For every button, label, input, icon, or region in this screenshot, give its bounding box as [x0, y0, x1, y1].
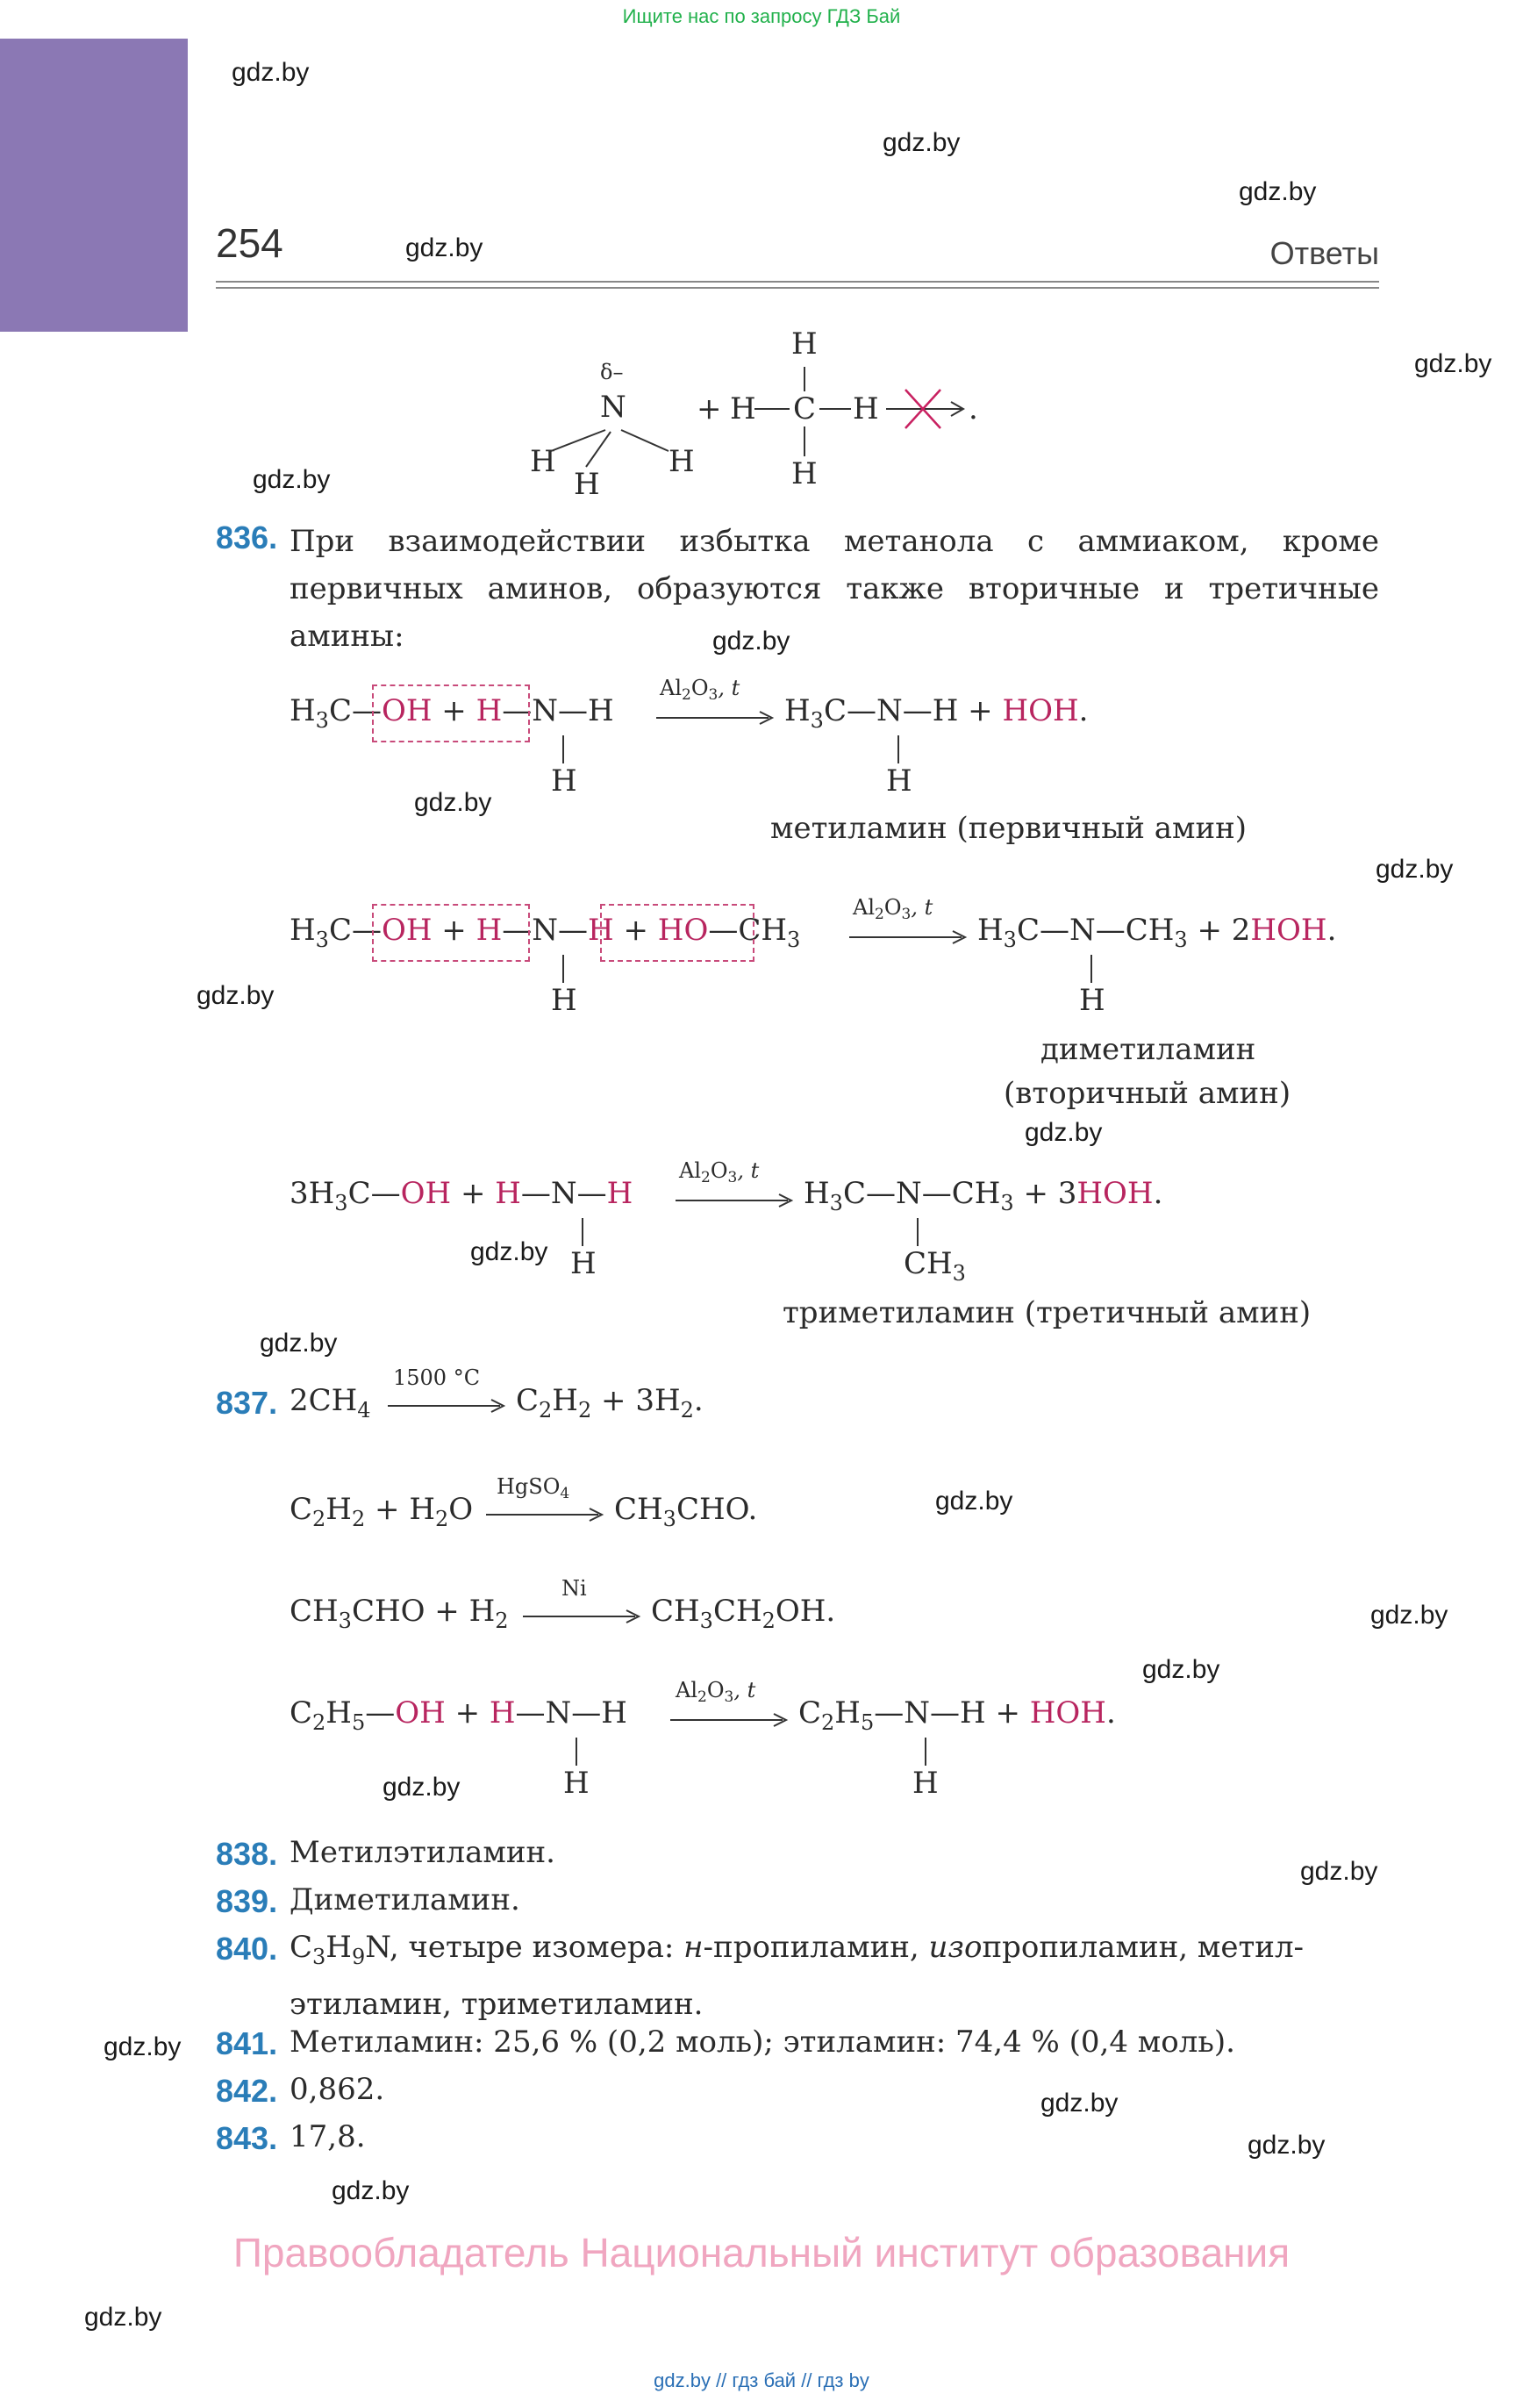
page-number: 254 — [216, 220, 283, 266]
task-837-eq1-products: $C_2H_2 + 3H_2$. — [516, 1383, 704, 1423]
hydrogen-atom: H — [1079, 983, 1105, 1018]
answer-text: 17,8. — [290, 2119, 366, 2154]
plus-sign: + — [697, 391, 722, 426]
delta-minus-label: δ– — [600, 360, 624, 384]
watermark: gdz.by — [1025, 1118, 1103, 1147]
hydrogen-atom: H — [563, 1766, 590, 1801]
task-number-838: 838. — [216, 1836, 278, 1872]
product-label: (вторичный амин) — [1004, 1076, 1291, 1111]
section-title: Ответы — [1269, 235, 1379, 271]
answer-text: Метиламин: 25,6 % (0,2 моль); этиламин: 74,4 % (0,4 моль). — [290, 2025, 1235, 2060]
bond — [925, 1738, 926, 1766]
hydrogen-atom: H — [574, 467, 600, 502]
watermark: gdz.by — [883, 128, 961, 157]
answer-text: $C_3H_9N$, четыре изомера: н-пропиламин, изопропиламин, метил- этиламин, триметиламин. — [290, 1930, 1305, 2022]
product-label: триметиламин (третичный амин) — [783, 1295, 1312, 1330]
watermark: gdz.by — [1300, 1857, 1378, 1886]
copyright-notice: Правообладатель Национальный институт образования — [232, 2230, 1291, 2275]
hydrogen-atom: H — [570, 1246, 597, 1281]
bond — [897, 735, 899, 763]
footer-links[interactable]: gdz.by // гдз бай // гдз by — [654, 2369, 869, 2391]
hydrogen-atom: H — [530, 444, 556, 479]
task-836-eq2-reactants: $H_3C—OH$ + H—N—H + $HO—CH_3$ — [290, 913, 801, 952]
nitrogen-atom: N — [600, 390, 626, 425]
watermark: gdz.by — [1248, 2131, 1326, 2160]
reaction-condition: $Al_2O_3$, t — [676, 1678, 756, 1706]
watermark: gdz.by — [197, 981, 275, 1010]
hydrogen-atom: H — [886, 763, 912, 799]
task-837-eq2-products: $CH_3CHO$. — [614, 1492, 758, 1531]
reaction-arrow — [654, 709, 777, 727]
task-837-eq1: $2CH_4$ — [290, 1383, 371, 1423]
hydrogen-atom: H — [791, 456, 818, 491]
product-label: диметиламин — [1040, 1032, 1256, 1067]
bond — [1090, 955, 1092, 983]
task-837-eq4: $C_2H_5—OH$ + H—N—H — [290, 1695, 627, 1735]
period: . — [969, 391, 978, 426]
watermark: gdz.by — [332, 2176, 410, 2205]
watermark: gdz.by — [1239, 177, 1317, 206]
bond — [582, 1218, 583, 1246]
task-836-eq3-products: $H_3C—N—CH_3 + 3HOH$. — [804, 1176, 1163, 1215]
task-836-text: При взаимодействии избытка метанола с аммиаком, кроме первичных аминов, образуются также вторичные и третичные амины: — [290, 524, 1379, 654]
watermark: gdz.by — [253, 465, 331, 494]
methyl-group: $CH_3$ — [904, 1246, 966, 1286]
reaction-arrow — [674, 1192, 797, 1209]
task-837-eq4-products: $C_2H_5—N—H$ + HOH. — [798, 1695, 1116, 1735]
watermark: gdz.by — [1414, 349, 1492, 378]
bond — [562, 955, 564, 983]
carbon-atom: C — [793, 391, 817, 426]
task-837-eq3: $CH_3CHO + H_2$ — [290, 1594, 509, 1633]
side-tab — [0, 39, 188, 332]
hydrogen-atom: H — [791, 326, 818, 362]
answer-text: Метилэтиламин. — [290, 1835, 555, 1870]
task-837-eq3-products: $CH_3CH_2OH$. — [651, 1594, 836, 1633]
reaction-condition: $Al_2O_3$, t — [853, 895, 933, 923]
reaction-arrow — [484, 1506, 607, 1523]
hydrogen-atom: H — [551, 983, 577, 1018]
watermark: gdz.by — [1370, 1601, 1448, 1630]
task-836-eq2-products: $H_3C—N—CH_3 + 2HOH$. — [977, 913, 1337, 952]
watermark: gdz.by — [1040, 2089, 1119, 2118]
watermark: gdz.by — [414, 788, 492, 817]
task-number-836: 836. — [216, 520, 278, 555]
watermark: gdz.by — [260, 1329, 338, 1358]
reaction-condition: 1500 °C — [393, 1365, 481, 1390]
top-banner: Ищите нас по запросу ГДЗ Бай — [622, 5, 901, 27]
watermark: gdz.by — [1376, 855, 1454, 884]
task-number-841: 841. — [216, 2025, 278, 2061]
watermark: gdz.by — [935, 1487, 1013, 1516]
answer-text: Диметиламин. — [290, 1882, 520, 1917]
bond — [576, 1738, 577, 1766]
watermark: gdz.by — [383, 1773, 461, 1802]
product-label: метиламин (первичный амин) — [770, 811, 1248, 846]
reaction-arrow — [521, 1608, 644, 1625]
watermark: gdz.by — [104, 2032, 182, 2061]
methane-bonds-and-blocked-arrow — [746, 351, 974, 474]
watermark: gdz.by — [712, 627, 790, 656]
reaction-condition: $Al_2O_3$, t — [679, 1158, 760, 1186]
hydrogen-atom: H — [551, 763, 577, 799]
reaction-arrow — [669, 1711, 791, 1729]
watermark: gdz.by — [232, 58, 310, 87]
hydrogen-atom: H — [730, 391, 756, 426]
header-rule — [216, 287, 1379, 289]
task-number-843: 843. — [216, 2120, 278, 2156]
bond — [917, 1218, 919, 1246]
header-rule — [216, 281, 1379, 283]
reaction-condition: $Al_2O_3$, t — [660, 676, 740, 704]
highlight-box — [372, 684, 530, 742]
highlight-box — [600, 904, 754, 962]
task-number-840: 840. — [216, 1931, 278, 1967]
hydrogen-atom: H — [912, 1766, 939, 1801]
hydrogen-atom: H — [853, 391, 879, 426]
watermark: gdz.by — [84, 2303, 162, 2332]
task-836-eq1-products: $H_3C—N—H$ + HOH. — [784, 693, 1089, 733]
ammonia-bonds — [526, 412, 702, 483]
task-number-837: 837. — [216, 1385, 278, 1421]
reaction-arrow — [386, 1397, 509, 1415]
answer-text: 0,862. — [290, 2072, 385, 2107]
hydrogen-atom: H — [669, 444, 695, 479]
reaction-condition: Ni — [561, 1576, 587, 1601]
watermark: gdz.by — [1142, 1655, 1220, 1684]
task-836-eq3-reactants: $3H_3C—OH$ + H—N—H — [290, 1176, 633, 1215]
task-836-eq1-reactants: $H_3C—OH$ + H—N—H — [290, 693, 614, 733]
highlight-box — [372, 904, 530, 962]
task-number-839: 839. — [216, 1883, 278, 1919]
task-number-842: 842. — [216, 2073, 278, 2109]
watermark: gdz.by — [405, 233, 483, 262]
reaction-condition: HgSO$_4$ — [497, 1474, 570, 1502]
task-837-eq2: $C_2H_2 + H_2O$ — [290, 1492, 474, 1531]
watermark: gdz.by — [470, 1237, 548, 1266]
bond — [562, 735, 564, 763]
reaction-arrow — [847, 928, 970, 946]
